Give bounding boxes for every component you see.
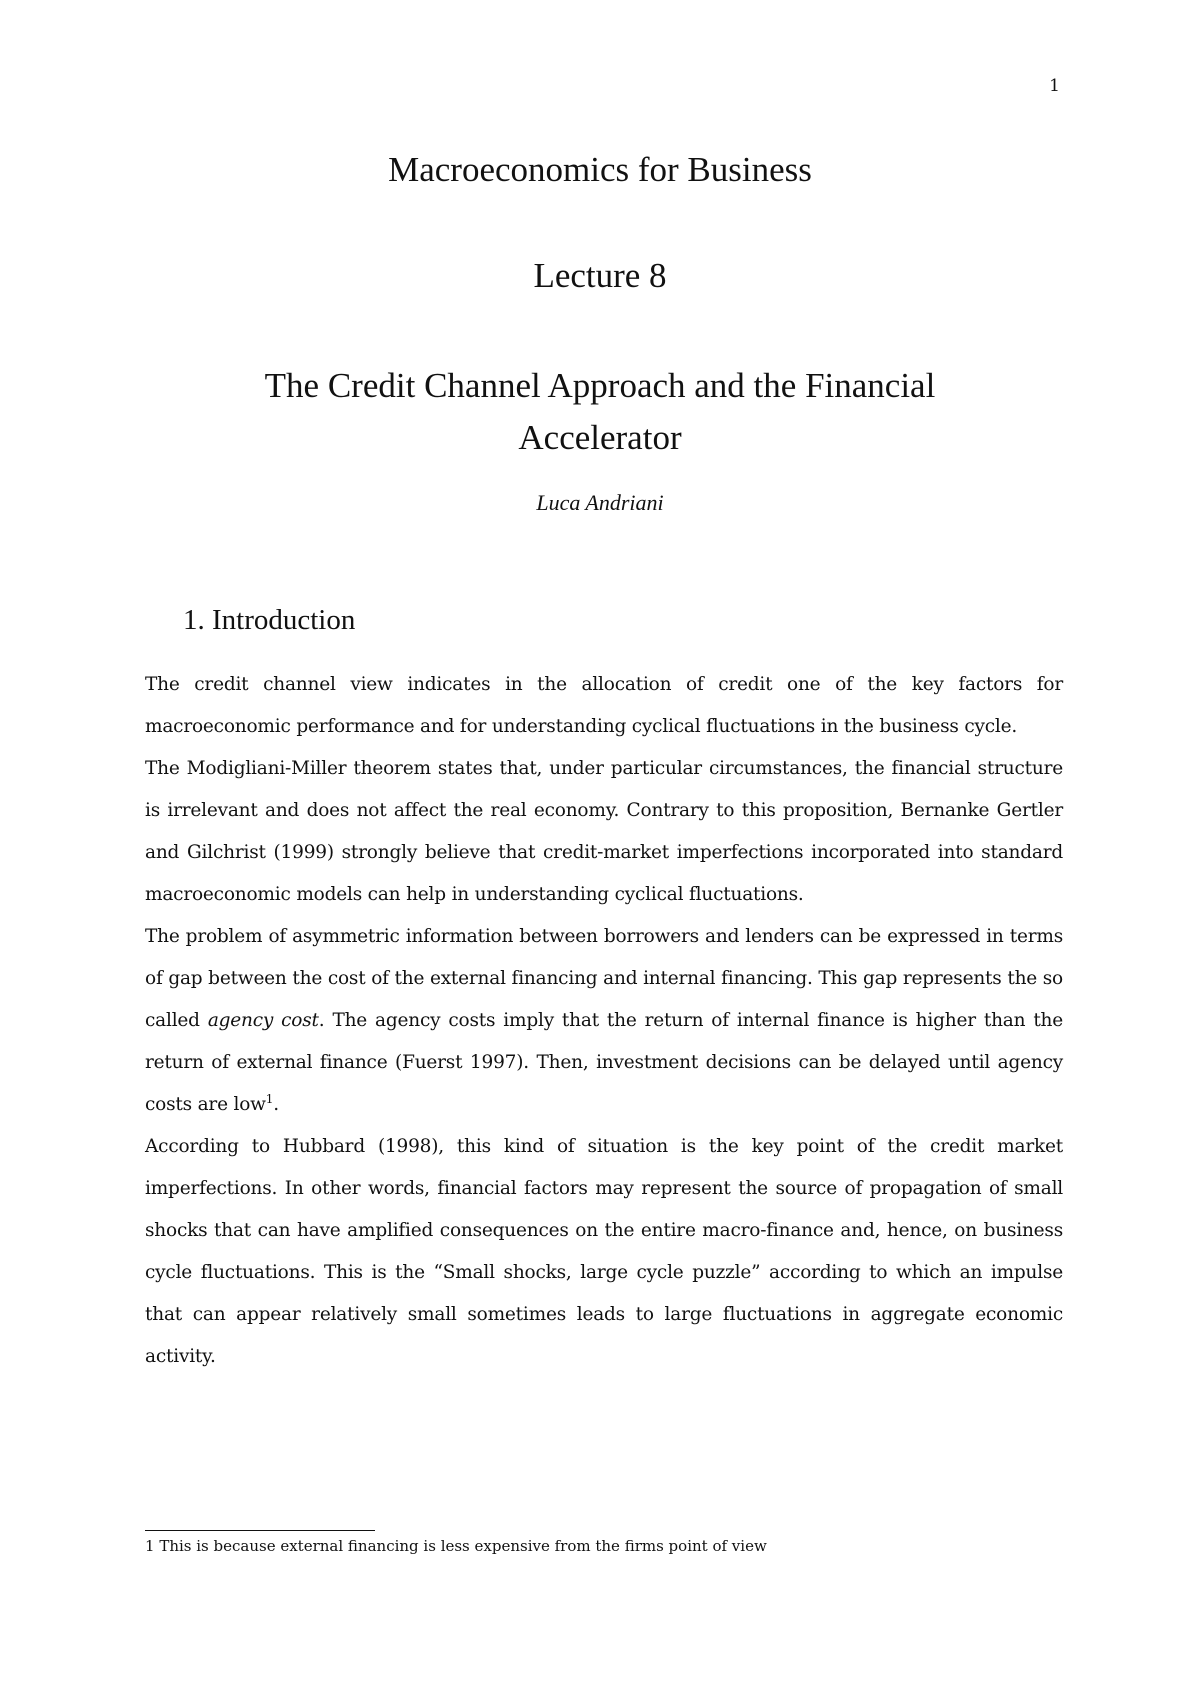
paragraph-3-end: .	[273, 1094, 279, 1115]
paragraph-2: The Modigliani-Miller theorem states that, under particular circumstances, the financial structure is irrelevant and does not affect the real economy. Contrary to this proposition, Bernanke Gertler and Gilchrist (1999) strongly believe that credit-market imperfections incorporated into standard macroeconomic models can help in understanding cyclical fluctuations.	[145, 758, 1063, 905]
page-number: 1	[1049, 76, 1060, 96]
subtitle-line-2: Accelerator	[518, 418, 682, 457]
paragraph-3-part-a: The problem of asymmetric information between borrowers and lenders can be expressed in terms of gap between the cost of the external financing and internal financing. This gap represents the so called	[145, 926, 1063, 1031]
lecture-subtitle	[145, 360, 1055, 464]
footnote-separator	[145, 1530, 375, 1531]
agency-cost-term: agency cost	[207, 1010, 319, 1031]
footnote	[145, 1537, 767, 1555]
document-title: Macroeconomics for Business	[388, 150, 812, 189]
paragraph-3-part-b: . The agency costs imply that the return of internal finance is higher than the return of external finance (Fuerst 1997). Then, investment decisions can be delayed until agency costs are low	[145, 1010, 1064, 1115]
footnote-text: This is because external financing is less expensive from the firms point of view	[159, 1537, 767, 1555]
section-title: Introduction	[212, 604, 356, 636]
footnote-reference: 1	[265, 1091, 274, 1106]
body-text	[145, 664, 1063, 1378]
author-name: Luca Andriani	[536, 490, 664, 515]
section-heading	[183, 604, 355, 637]
paragraph-3	[145, 916, 1063, 1126]
footnote-marker: 1	[145, 1537, 155, 1555]
section-number: 1.	[183, 604, 205, 636]
subtitle-line-1: The Credit Channel Approach and the Financial	[264, 366, 936, 405]
paragraph-1: The credit channel view indicates in the allocation of credit one of the key factors for macroeconomic performance and for understanding cyclical fluctuations in the business cycle.	[145, 674, 1063, 737]
lecture-number: Lecture 8	[533, 256, 667, 295]
paragraph-4: According to Hubbard (1998), this kind of situation is the key point of the credit market imperfections. In other words, financial factors may represent the source of propagation of small shocks that can have amplified consequences on the entire macro-finance and, hence, on business cycle fluctuations. This is the “Small shocks, large cycle puzzle” according to which an impulse that can appear relatively small sometimes leads to large fluctuations in aggregate economic activity.	[145, 1136, 1063, 1367]
